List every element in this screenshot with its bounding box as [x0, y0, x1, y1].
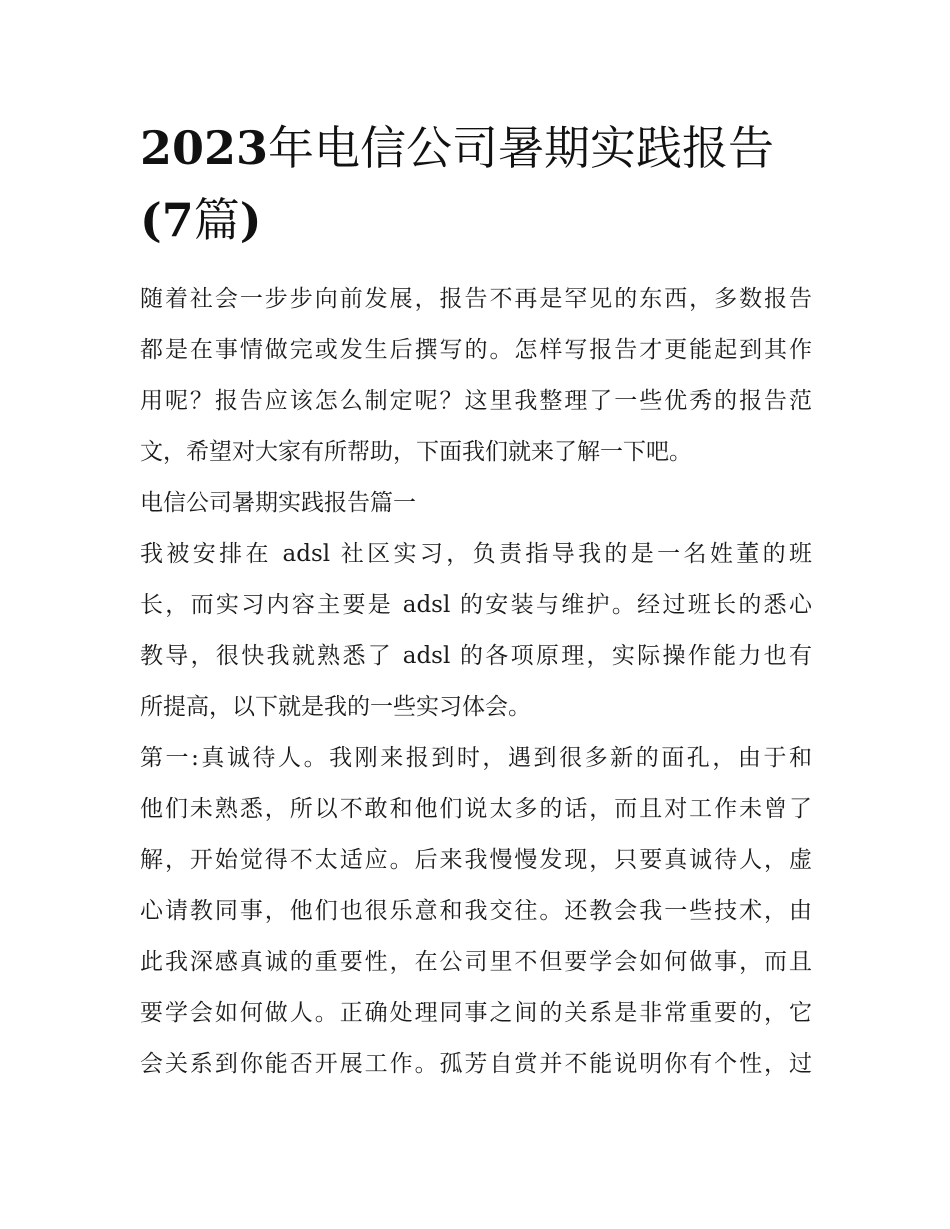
- title-line-1: [140, 112, 812, 184]
- paragraph-internship: [140, 529, 812, 733]
- text-line: 用呢？报告应该怎么制定呢？这里我整理了一些优秀的报告范: [140, 388, 812, 414]
- text-line: 教导，很快我就熟悉了 adsl 的各项原理，实际操作能力也有: [140, 643, 812, 669]
- text-line: 文，希望对大家有所帮助，下面我们就来了解一下吧。: [140, 439, 692, 465]
- text-line: 随着社会一步步向前发展，报告不再是罕见的东西，多数报告: [140, 286, 812, 312]
- title-line-2: [140, 184, 812, 256]
- text-line: 此我深感真诚的重要性，在公司里不但要学会如何做事，而且: [140, 949, 812, 975]
- text-line: 他们未熟悉，所以不敢和他们说太多的话，而且对工作未曾了: [140, 796, 812, 822]
- section-heading: 电信公司暑期实践报告篇一: [140, 490, 416, 516]
- title-count-open: (7: [140, 193, 194, 247]
- text-line: 第一:真诚待人。我刚来报到时，遇到很多新的面孔，由于和: [140, 745, 812, 771]
- text-line: 要学会如何做人。正确处理同事之间的关系是非常重要的，它: [140, 1000, 812, 1026]
- document-body: [140, 274, 812, 1090]
- title-count-close: ): [239, 193, 262, 247]
- text-line: 都是在事情做完或发生后撰写的。怎样写报告才更能起到其作: [140, 337, 812, 363]
- document-title: [140, 112, 812, 256]
- title-year: 2023: [140, 121, 269, 175]
- text-line: 我被安排在 adsl 社区实习，负责指导我的是一名姓董的班: [140, 541, 812, 567]
- text-line: 解，开始觉得不太适应。后来我慢慢发现，只要真诚待人，虚: [140, 847, 812, 873]
- document-page: [140, 112, 812, 1090]
- title-text: 年电信公司暑期实践报告: [268, 121, 775, 175]
- text-line: 会关系到你能否开展工作。孤芳自赏并不能说明你有个性，过: [140, 1051, 812, 1077]
- text-line: 心请教同事，他们也很乐意和我交往。还教会我一些技术，由: [140, 898, 812, 924]
- paragraph-sincerity: [140, 733, 812, 1090]
- text-line: 所提高，以下就是我的一些实习体会。: [140, 694, 531, 720]
- intro-paragraph: [140, 274, 812, 478]
- text-line: 长，而实习内容主要是 adsl 的安装与维护。经过班长的悉心: [140, 592, 812, 618]
- title-count-unit: 篇: [193, 193, 240, 247]
